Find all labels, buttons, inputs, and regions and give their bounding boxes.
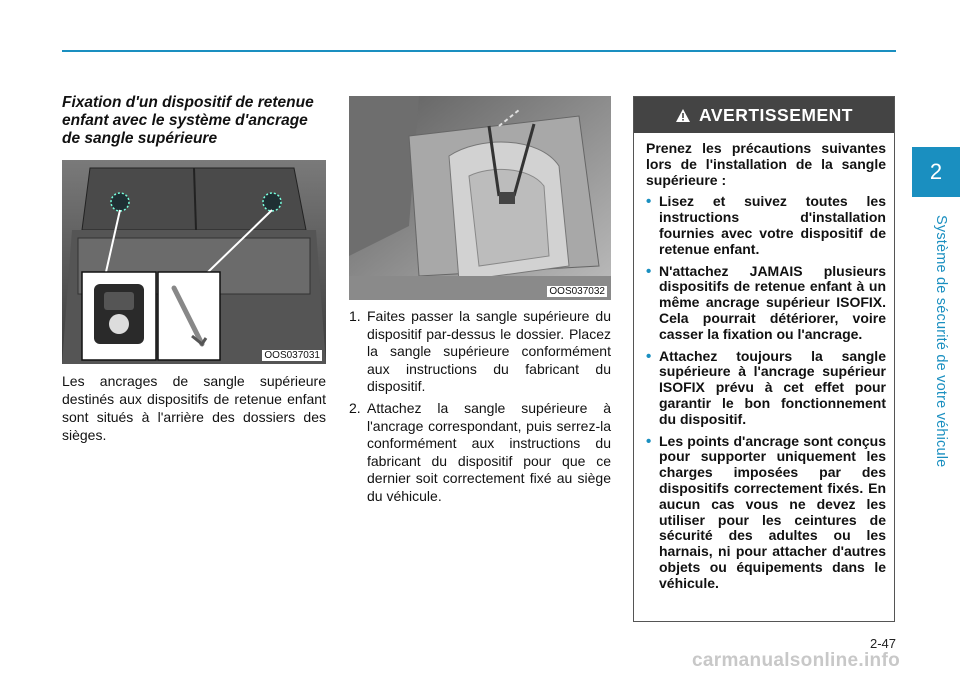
installation-steps xyxy=(349,308,611,510)
step-text: Attachez la sangle supérieure à l'ancrage correspondant, puis serrez-la conformément aux instructions du fabricant du dispositif pour que ce dernier soit correctement fixé au siège du véhicule. xyxy=(367,399,611,504)
list-item xyxy=(646,434,886,592)
bullet-dot-icon: • xyxy=(646,347,652,365)
warning-header xyxy=(634,97,894,133)
bullet-dot-icon: • xyxy=(646,262,652,280)
warning-box xyxy=(633,96,895,622)
section-heading: Fixation d'un dispositif de retenue enfant avec le système d'ancrage de sangle supérieure xyxy=(62,94,314,147)
figure-caption: OOS037031 xyxy=(264,350,320,361)
child-seat-illustration xyxy=(349,96,611,300)
warning-list xyxy=(646,194,886,591)
figure-trunk-anchors xyxy=(62,160,326,364)
step-text: Faites passer la sangle supérieure du dispositif par-dessus le dossier. Placez la sangle supérieure conformément aux instructions du fabricant du dispositif. xyxy=(367,308,611,395)
body-paragraph: Les ancrages de sangle supérieure destinés aux dispositifs de retenue enfant sont situés à l'arrière des dossiers des sièges. xyxy=(62,373,326,443)
chapter-title: Système de sécurité de votre véhicule xyxy=(933,215,949,468)
bullet-dot-icon: • xyxy=(646,432,652,450)
warning-triangle-icon xyxy=(675,108,691,123)
step-number: 1. xyxy=(349,308,361,324)
step-number: 2. xyxy=(349,399,361,416)
list-item xyxy=(349,308,611,396)
chapter-tab: 2 xyxy=(912,147,960,197)
warning-body xyxy=(634,133,894,592)
list-item xyxy=(349,400,611,506)
inset-label: TOP TETHER xyxy=(106,348,132,353)
top-rule xyxy=(62,50,896,52)
figure-child-seat xyxy=(349,96,611,300)
warning-item-text: Attachez toujours la sangle supérieure à l'ancrage supérieur ISOFIX prévu à cet effet pour garantir le bon fonctionnement du dispositif. xyxy=(659,347,886,427)
page-number: 2-47 xyxy=(869,636,896,651)
list-item xyxy=(646,264,886,343)
watermark: carmanualsonline.info xyxy=(692,650,900,671)
warning-item-text: N'attachez JAMAIS plusieurs dispositifs de retenue enfant à un même ancrage supérieur ISOFIX. Cela pourrait détériorer, voire casser la fixation ou l'ancrage. xyxy=(659,262,886,342)
list-item xyxy=(646,194,886,257)
warning-item-text: Lisez et suivez toutes les instructions d'installation fournies avec votre dispositif de retenue enfant. xyxy=(659,193,886,257)
warning-item-text: Les points d'ancrage sont conçus pour supporter uniquement les charges imposées par des dispositifs correctement fixés. En aucun cas vous ne devez les utiliser pour les ceintures de sécurité des adultes ou les harnais, ni pour attacher d'autres objets ou équipements dans le véhicule. xyxy=(659,432,886,591)
figure-caption: OOS037032 xyxy=(549,286,605,297)
warning-title: AVERTISSEMENT xyxy=(699,104,853,125)
list-item xyxy=(646,349,886,428)
warning-intro: Prenez les précautions suivantes lors de l'installation de la sangle supérieure : xyxy=(646,140,886,188)
bullet-dot-icon: • xyxy=(646,193,652,211)
trunk-illustration xyxy=(62,160,326,364)
